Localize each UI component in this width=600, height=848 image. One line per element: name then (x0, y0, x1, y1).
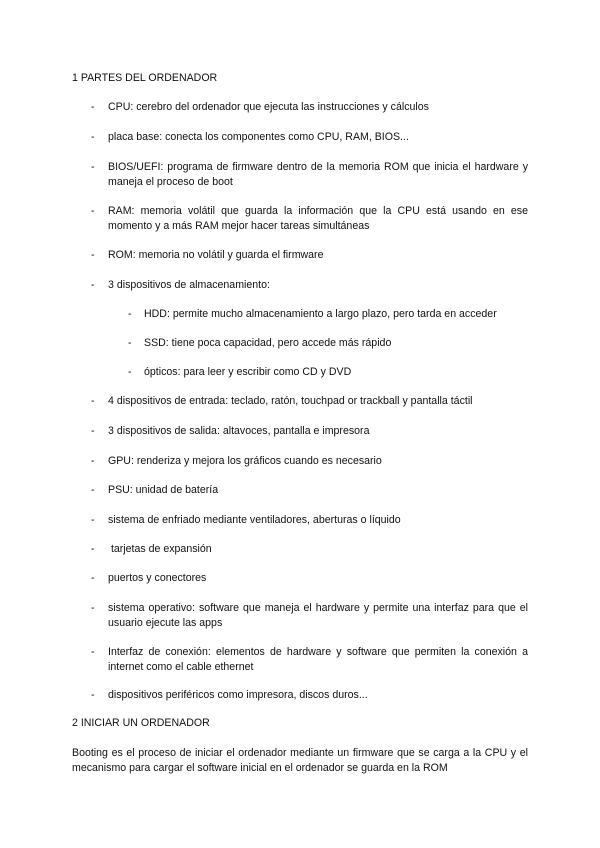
list-item-text: sistema de enfriado mediante ventiladores, aberturas o líquido (108, 514, 401, 526)
list-item-text: RAM: memoria volátil que guarda la información que la CPU está usando en ese momento y a más RAM mejor hacer tareas simultáneas (108, 205, 528, 232)
bullet-dash: - (91, 101, 95, 113)
section-1-heading: 1 PARTES DEL ORDENADOR (72, 72, 218, 84)
bullet-dash: - (91, 484, 95, 496)
section-2-heading: 2 INICIAR UN ORDENADOR (72, 717, 210, 729)
list-item-text: 3 dispositivos de almacenamiento: (108, 279, 270, 291)
list-item-text: Interfaz de conexión: elementos de hardware y software que permiten la conexión a internet como el cable ethernet (108, 646, 528, 673)
bullet-dash: - (91, 205, 95, 217)
bullet-dash: - (91, 646, 95, 658)
list-item-text: puertos y conectores (108, 572, 207, 584)
list-item-text: 3 dispositivos de salida: altavoces, pantalla e impresora (108, 425, 370, 437)
list-item-text: BIOS/UEFI: programa de firmware dentro de la memoria ROM que inicia el hardware y maneja el proceso de boot (108, 161, 528, 188)
list-item-text: PSU: unidad de batería (108, 484, 219, 496)
sub-list-item-text: HDD: permite mucho almacenamiento a largo plazo, pero tarda en acceder (144, 308, 497, 320)
list-item-text: dispositivos periféricos como impresora, discos duros... (108, 689, 368, 701)
bullet-dash: - (91, 395, 95, 407)
list-item-text: ROM: memoria no volátil y guarda el firmware (108, 249, 324, 261)
list-item-text: 4 dispositivos de entrada: teclado, ratón, touchpad or trackball y pantalla táctil (108, 395, 473, 407)
list-item-text: placa base: conecta los componentes como CPU, RAM, BIOS... (108, 131, 409, 143)
list-item-text: GPU: renderiza y mejora los gráficos cuando es necesario (108, 455, 382, 467)
bullet-dash: - (91, 249, 95, 261)
bullet-dash: - (128, 337, 132, 349)
bullet-dash: - (91, 514, 95, 526)
bullet-dash: - (91, 161, 95, 173)
bullet-dash: - (91, 689, 95, 701)
bullet-dash: - (91, 602, 95, 614)
list-item-text: CPU: cerebro del ordenador que ejecuta las instrucciones y cálculos (108, 101, 429, 113)
list-item-text: tarjetas de expansión (108, 543, 212, 555)
section-2-paragraph: Booting es el proceso de iniciar el ordenador mediante un firmware que se carga a la CPU y el mecanismo para cargar el software inicial en el ordenador se guarda en la ROM (72, 747, 528, 774)
bullet-dash: - (91, 279, 95, 291)
sub-list-item-text: ópticos: para leer y escribir como CD y DVD (144, 366, 352, 378)
sub-list-item-text: SSD: tiene poca capacidad, pero accede más rápido (144, 337, 392, 349)
bullet-dash: - (91, 425, 95, 437)
bullet-dash: - (91, 572, 95, 584)
list-item-text: sistema operativo: software que maneja el hardware y permite una interfaz para que el usuario ejecute las apps (108, 602, 528, 629)
bullet-dash: - (128, 308, 132, 320)
bullet-dash: - (91, 455, 95, 467)
bullet-dash: - (128, 366, 132, 378)
bullet-dash: - (91, 543, 95, 555)
bullet-dash: - (91, 131, 95, 143)
